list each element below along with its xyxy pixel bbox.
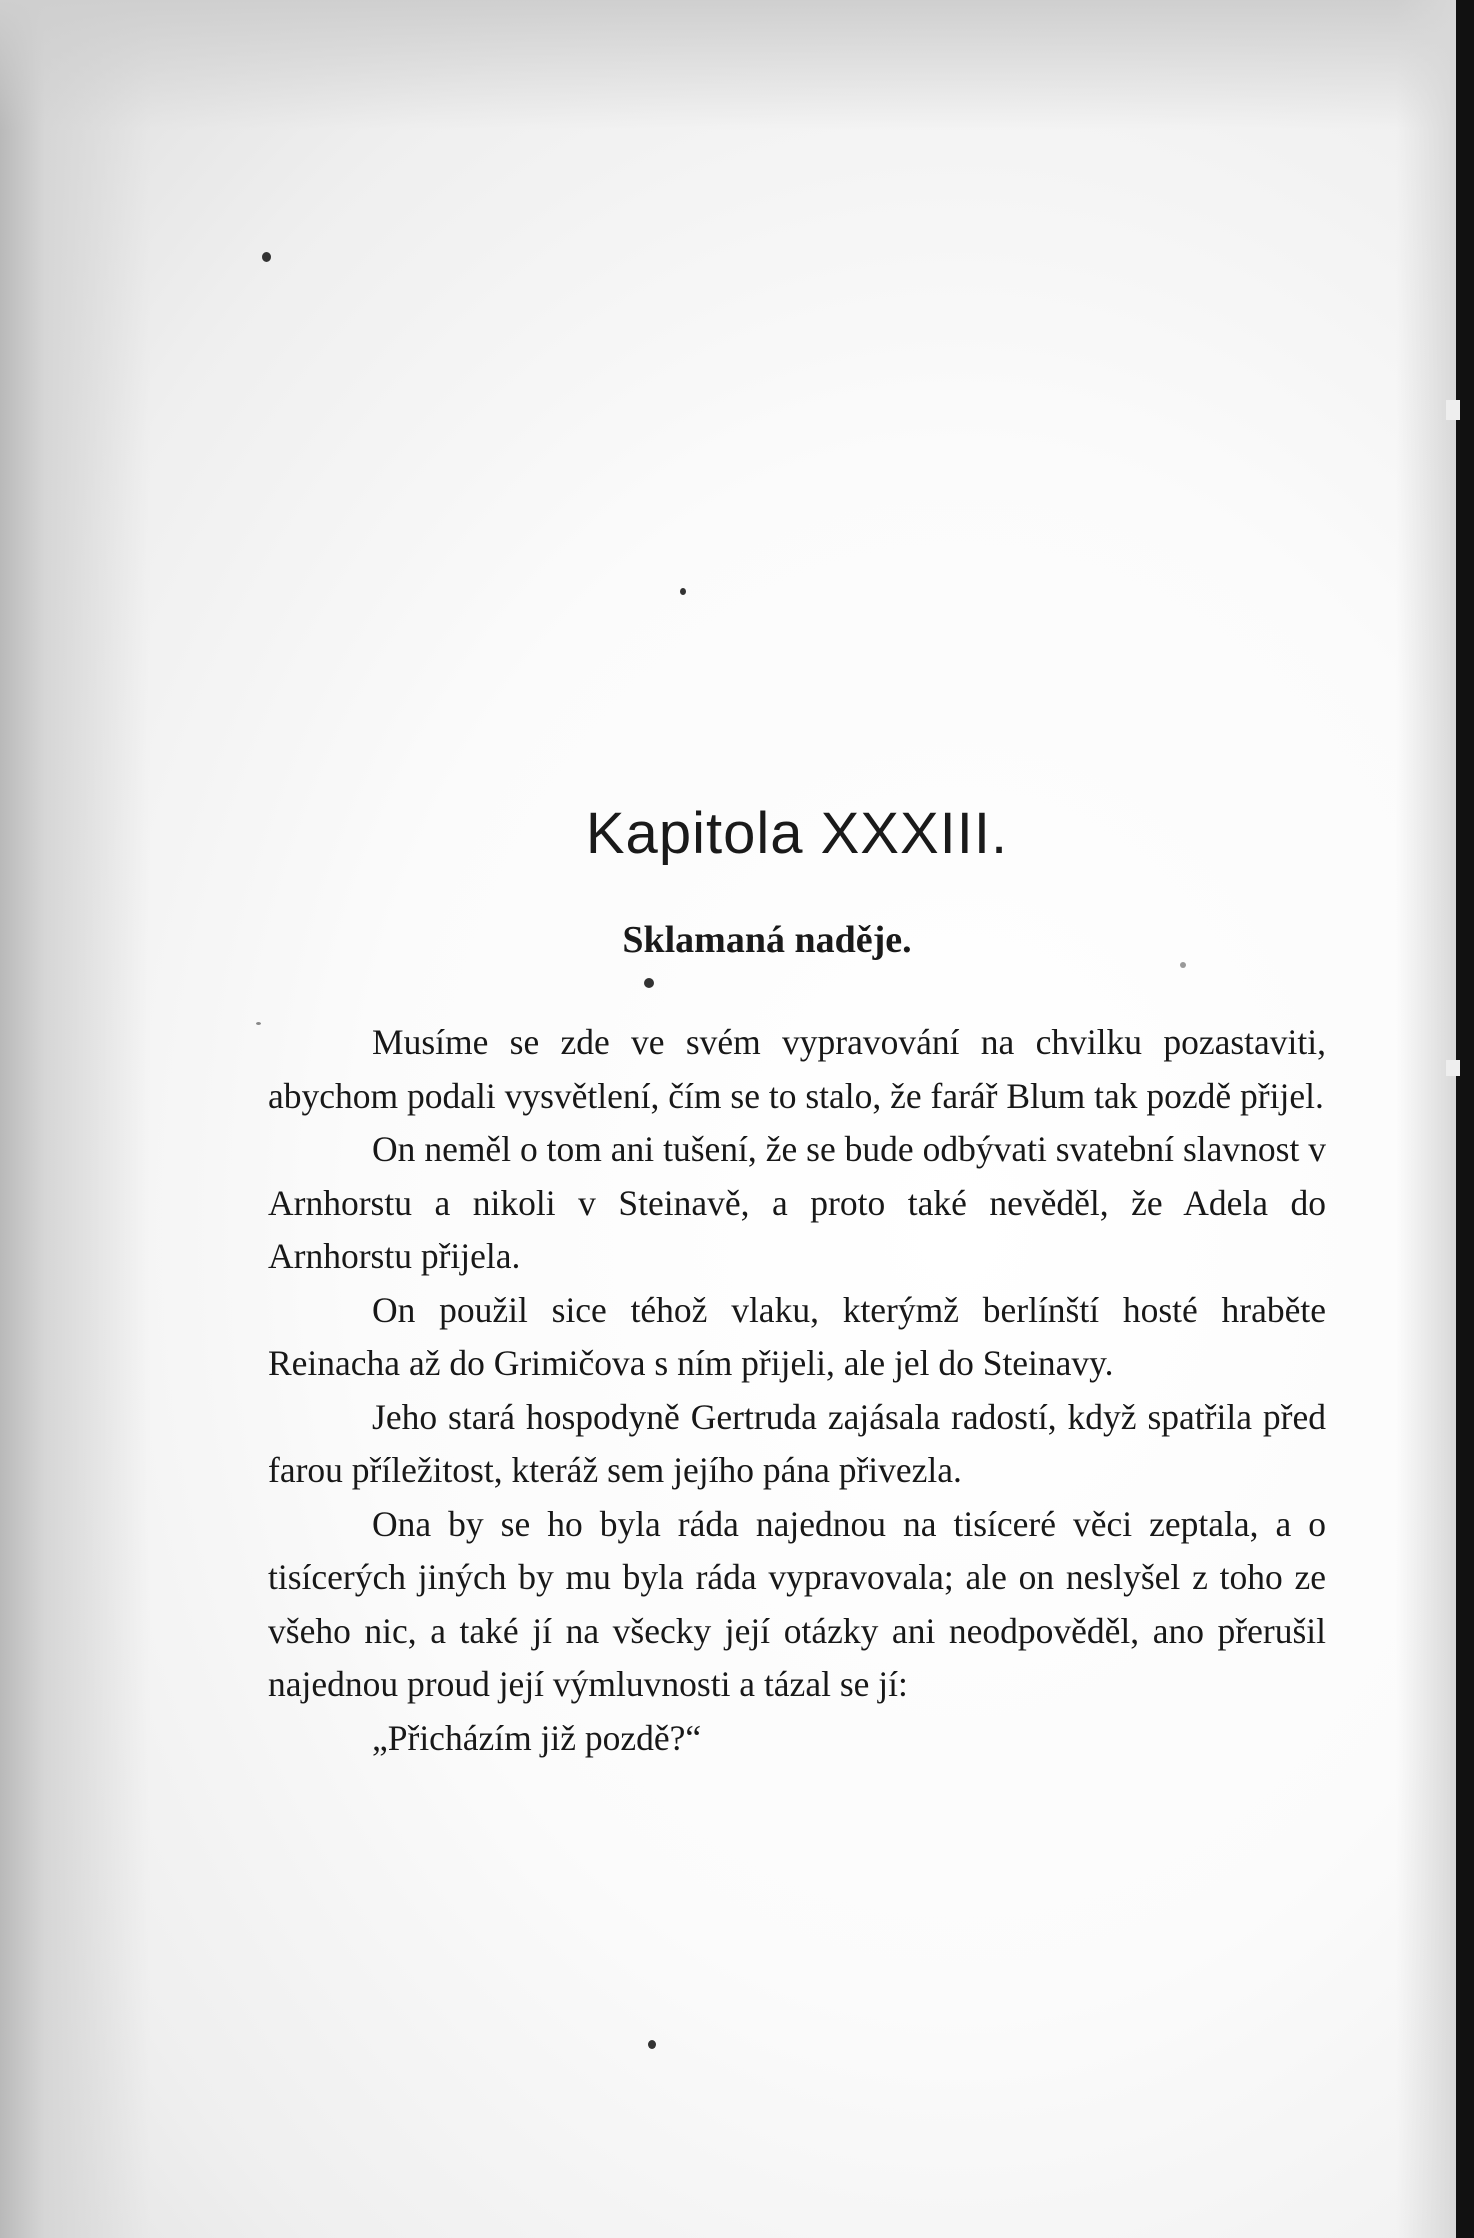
paragraph: Jeho stará hospodyně Gertruda zajásala radostí, když spatřila před farou příležitost, kteráž sem jejího pána přivezla. [268,1396,1326,1490]
paragraph: On neměl o tom ani tušení, že se bude odbývati svatební slavnost v Arnhorstu a nikoli v Steinavě, a proto také nevěděl, že Adela do Arnhorstu přijela. [268,1129,1326,1276]
scan-shadow-right [1396,0,1456,2238]
paragraph: On použil sice téhož vlaku, kterýmž berlínští hosté hraběte Reinacha až do Grimičova s ním přijeli, ale jel do Steinavy. [268,1289,1326,1383]
ink-speck [644,978,654,988]
scan-shadow-left [0,0,150,2238]
binding-edge [1456,0,1474,2238]
chapter-title: Kapitola XXXIII. [585,801,1009,866]
binding-notch [1446,1060,1460,1076]
paragraph: Musíme se zde ve svém vypravování na chvilku pozastaviti, abychom podali vysvětlení, čím se to stalo, že farář Blum tak pozdě přijel. [268,1022,1326,1116]
scan-shadow-top [0,0,1474,130]
ink-speck [256,1022,261,1025]
binding-notch [1446,400,1460,420]
ink-speck [680,588,686,595]
chapter-subtitle: Sklamaná naděje. [622,919,912,961]
paragraph: Ona by se ho byla ráda najednou na tisíceré věci zeptala, a o tisícerých jiných by mu byla ráda vypravovala; ale on neslyšel z toho ze všeho nic, a také jí na všecky její otázky ani neodpověděl, ano přerušil najednou proud její výmluvnosti a tázal se jí: [268,1503,1326,1704]
chapter-body [268,1016,1326,1765]
ink-speck [262,252,271,262]
paragraph: „Přicházím již pozdě?“ [372,1717,702,1758]
ink-speck [1180,962,1186,968]
ink-speck [648,2040,656,2049]
